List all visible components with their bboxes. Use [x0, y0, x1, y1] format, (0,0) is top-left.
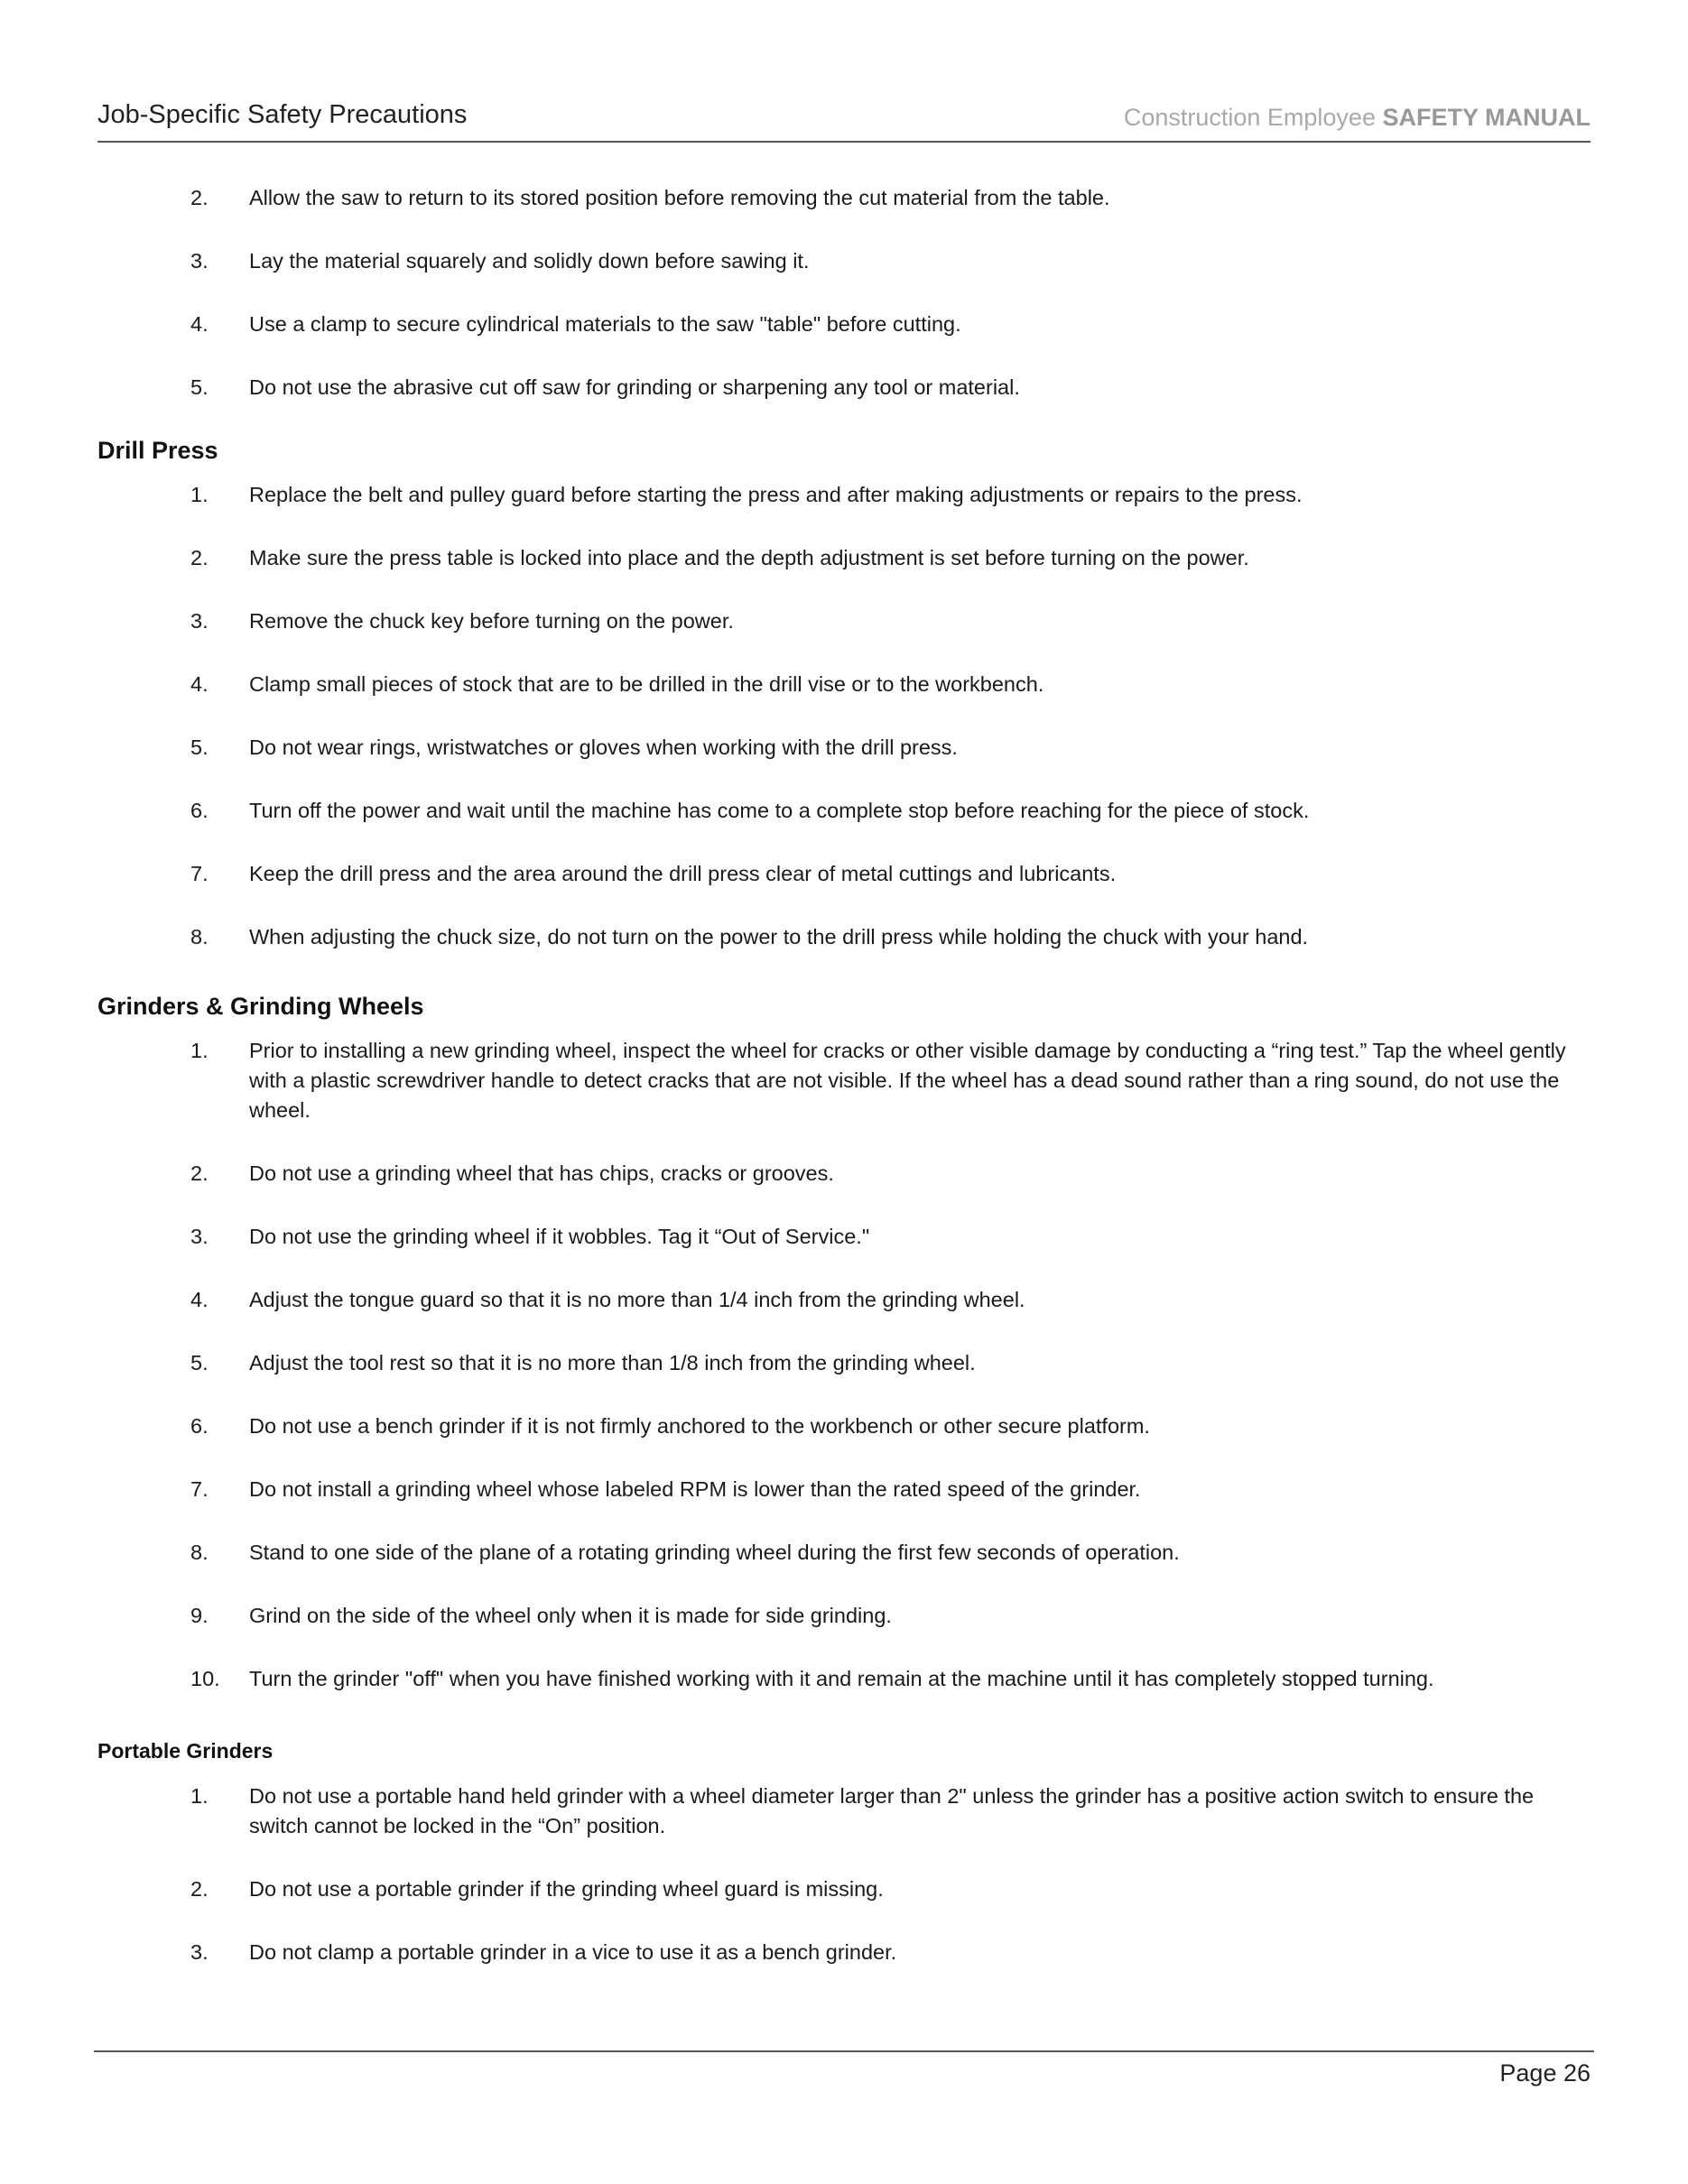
item-number: 4.: [190, 672, 209, 696]
item-number: 1.: [190, 1039, 209, 1062]
item-number: 2.: [190, 1161, 209, 1185]
item-text: Remove the chuck key before turning on the power.: [249, 609, 734, 633]
list-item: [97, 1159, 1591, 1189]
item-text: Lay the material squarely and solidly down before sawing it.: [249, 249, 810, 273]
list-item: [97, 1036, 1591, 1125]
list-item: [97, 1601, 1591, 1631]
list-item: [97, 1874, 1591, 1904]
item-text: Allow the saw to return to its stored position before removing the cut material from the table.: [249, 186, 1110, 209]
item-number: 8.: [190, 1541, 209, 1564]
item-text: Do not use a portable hand held grinder with a wheel diameter larger than 2" unless the grinder has a positive action switch to ensure the switch cannot be locked in the “On” position.: [249, 1784, 1535, 1837]
section-abrasive-saw-continued: [97, 183, 1591, 403]
item-list: [97, 183, 1591, 403]
item-list: [97, 480, 1591, 952]
item-number: 6.: [190, 799, 209, 822]
list-item: [97, 1475, 1591, 1504]
item-text: Turn off the power and wait until the machine has come to a complete stop before reaching for the piece of stock.: [249, 799, 1310, 822]
item-text: Do not use the grinding wheel if it wobbles. Tag it “Out of Service.": [249, 1225, 870, 1248]
section-portable-grinders: [97, 1739, 1591, 1967]
item-list: [97, 1781, 1591, 1967]
item-list: [97, 1036, 1591, 1694]
list-item: [97, 922, 1591, 952]
list-item: [97, 859, 1591, 889]
item-number: 1.: [190, 483, 209, 506]
list-item: [97, 1222, 1591, 1252]
footer-divider: [94, 2050, 1594, 2052]
section-heading: Grinders & Grinding Wheels: [97, 993, 424, 1020]
item-number: 2.: [190, 1877, 209, 1901]
item-text: Use a clamp to secure cylindrical materials to the saw "table" before cutting.: [249, 312, 961, 336]
list-item: [97, 1938, 1591, 1967]
header-manual-prefix: Construction Employee: [1123, 104, 1376, 131]
item-number: 4.: [190, 1288, 209, 1311]
item-text: Prior to installing a new grinding wheel, inspect the wheel for cracks or other visible damage by conducting a “ring test.” Tap the wheel gently with a plastic screwdriver handle to detect cracks that are not visible. If the wheel has a dead sound rather than a ring sound, do not use the wheel.: [249, 1039, 1566, 1122]
item-text: When adjusting the chuck size, do not turn on the power to the drill press while holding the chuck with your hand.: [249, 925, 1309, 949]
item-text: Do not clamp a portable grinder in a vice to use it as a bench grinder.: [249, 1940, 897, 1964]
item-text: Replace the belt and pulley guard before starting the press and after making adjustments or repairs to the press.: [249, 483, 1303, 506]
list-item: [97, 1538, 1591, 1568]
item-text: Adjust the tongue guard so that it is no more than 1/4 inch from the grinding wheel.: [249, 1288, 1025, 1311]
list-item: [97, 480, 1591, 510]
item-text: Do not use a portable grinder if the grinding wheel guard is missing.: [249, 1877, 884, 1901]
item-number: 7.: [190, 1477, 209, 1501]
header-title: Job-Specific Safety Precautions: [97, 100, 468, 129]
section-drill-press: [97, 437, 1591, 952]
list-item: [97, 246, 1591, 276]
item-text: Turn the grinder "off" when you have finished working with it and remain at the machine until it has completely stopped turning.: [249, 1667, 1434, 1690]
list-item: [97, 310, 1591, 339]
section-heading: Drill Press: [97, 437, 218, 464]
header-manual-title: [1124, 104, 1591, 132]
list-item: [97, 1664, 1591, 1694]
item-text: Stand to one side of the plane of a rotating grinding wheel during the first few seconds of operation.: [249, 1541, 1180, 1564]
item-text: Adjust the tool rest so that it is no more than 1/8 inch from the grinding wheel.: [249, 1351, 976, 1374]
header-manual-bold: SAFETY MANUAL: [1382, 104, 1591, 131]
list-item: [97, 183, 1591, 213]
item-number: 3.: [190, 249, 209, 273]
list-item: [97, 373, 1591, 403]
item-number: 7.: [190, 862, 209, 885]
item-text: Do not use a grinding wheel that has chips, cracks or grooves.: [249, 1161, 834, 1185]
item-number: 1.: [190, 1784, 209, 1808]
item-number: 9.: [190, 1604, 209, 1627]
item-text: Grind on the side of the wheel only when it is made for side grinding.: [249, 1604, 892, 1627]
item-text: Make sure the press table is locked into place and the depth adjustment is set before turning on the power.: [249, 546, 1249, 569]
list-item: [97, 1781, 1591, 1841]
item-number: 3.: [190, 1940, 209, 1964]
list-item: [97, 1348, 1591, 1378]
header-divider: [97, 141, 1591, 143]
list-item: [97, 1285, 1591, 1315]
list-item: [97, 796, 1591, 826]
item-number: 4.: [190, 312, 209, 336]
list-item: [97, 543, 1591, 573]
item-number: 3.: [190, 1225, 209, 1248]
list-item: [97, 670, 1591, 699]
item-number: 3.: [190, 609, 209, 633]
page-number: Page 26: [1499, 2059, 1591, 2087]
item-text: Keep the drill press and the area around the drill press clear of metal cuttings and lubricants.: [249, 862, 1117, 885]
item-text: Do not wear rings, wristwatches or gloves when working with the drill press.: [249, 736, 958, 759]
item-number: 2.: [190, 186, 209, 209]
item-text: Do not use a bench grinder if it is not firmly anchored to the workbench or other secure platform.: [249, 1414, 1150, 1438]
item-text: Clamp small pieces of stock that are to be drilled in the drill vise or to the workbench.: [249, 672, 1044, 696]
item-number: 6.: [190, 1414, 209, 1438]
item-text: Do not install a grinding wheel whose labeled RPM is lower than the rated speed of the grinder.: [249, 1477, 1141, 1501]
item-number: 5.: [190, 736, 209, 759]
item-number: 2.: [190, 546, 209, 569]
list-item: [97, 733, 1591, 763]
item-number: 5.: [190, 375, 209, 399]
item-number: 8.: [190, 925, 209, 949]
section-grinders-grinding-wheels: [97, 993, 1591, 1694]
item-number: 5.: [190, 1351, 209, 1374]
item-text: Do not use the abrasive cut off saw for grinding or sharpening any tool or material.: [249, 375, 1020, 399]
item-number: 10.: [190, 1667, 220, 1690]
list-item: [97, 606, 1591, 636]
section-heading: Portable Grinders: [97, 1739, 274, 1763]
list-item: [97, 1411, 1591, 1441]
